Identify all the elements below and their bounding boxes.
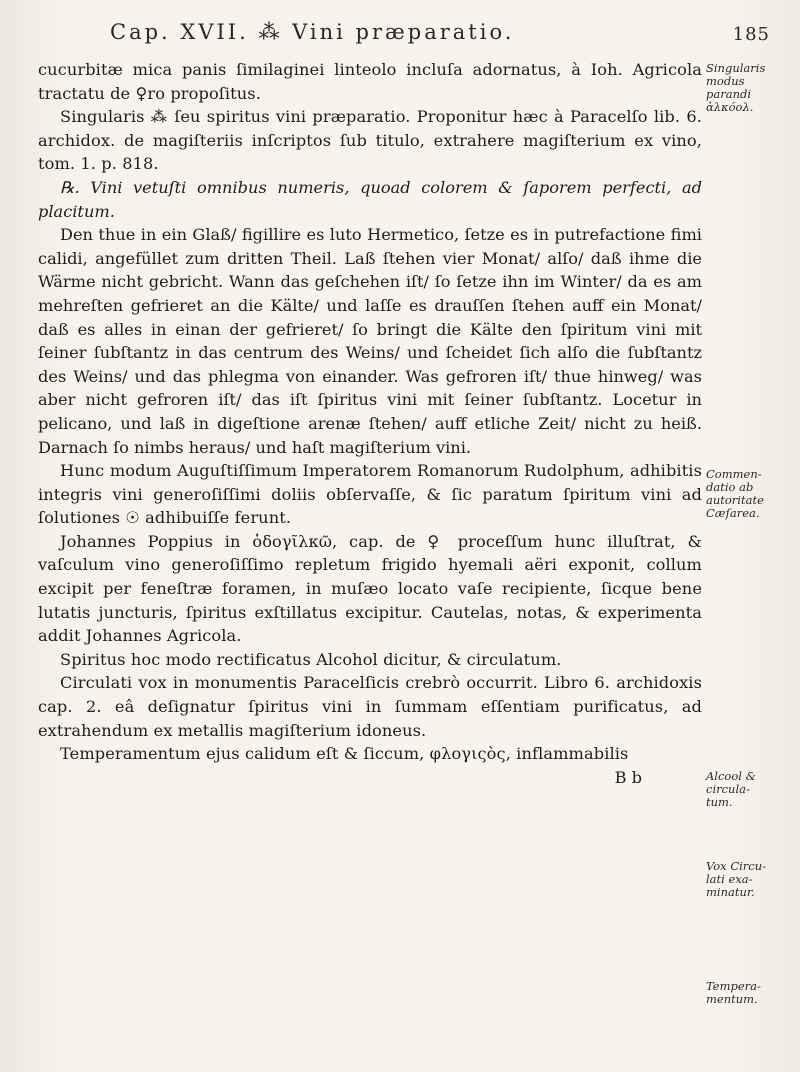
paragraph-cucurbita: cucurbitæ mica panis ſimilaginei linteolo incluſa adornatus, à Ioh. Agricola tractatu de ♀ro propoſitus.: [38, 60, 702, 103]
margin-note-alcool: [706, 770, 786, 809]
paragraph-circulati: Circulati vox in monumentis Paracelſicis crebrò occurrit. Libro 6. archidoxis cap. 2. eâ deſignatur ſpiritus vini in ſummam eſſentiam purificatus, ad extrahendum ex metallis magiſterium idoneus.: [38, 673, 702, 740]
margin-line: tum.: [706, 795, 733, 809]
running-header: [110, 20, 770, 54]
catchword: B b: [614, 767, 642, 787]
margin-line: Cæſarea.: [706, 506, 760, 520]
main-text: [38, 58, 702, 789]
paragraph-german: Den thue in ein Glaß/ figillire es luto Hermetico, ſetze es in putrefactione fimi calidi, angefüllet zum dritten Theil. Laß ſtehen vier Monat/ alſo/ daß ihme die Wärme nicht gebricht. Wann das geſchehen iſt/ ſo ſetze ihn im Winter/ da es am mehreſten gefrieret an die Kälte/ und laſſe es drauſſen ſtehen auff ein Monat/ daß es alles in einan der gefrieret/ ſo bringt die Kälte den ſpiritum vini mit ſeiner ſubſtantz in das centrum des Weins/ und ſcheidet ſich alſo die ſubſtantz des Weins/ und das phlegma von einander. Was gefroren iſt/ thue hinweg/ was aber nicht gefroren iſt/ das iſt ſpiritus vini mit ſeiner ſubſtantz. Locetur in pelicano, und laß in digeſtione arenæ ſtehen/ auff etliche Zeit/ nicht zu heiß. Darnach ſo nimbs heraus/ und haſt magiſterium vini.: [38, 225, 702, 457]
margin-line: parandi: [706, 87, 752, 101]
paragraph-alcohol: Spiritus hoc modo rectificatus Alcohol dicitur, & circulatum.: [60, 649, 562, 669]
paragraph-poppius: Johannes Poppius in ὁδογῖλκῶ, cap. de ♀ proceſſum hunc illuſtrat, & vaſculum vino generoſiſſimo repletum frigido hyemali aëri exponit, collum excipit per feneſtræ foramen, in muſæo locato vaſe recipiente, ſicque bene lutatis juncturis, ſpiritus exſtillatus excipitur. Cautelas, notas, & experimenta addit Johannes Agricola.: [38, 531, 702, 646]
margin-line: autoritate: [706, 493, 764, 507]
margin-line: Vox Circu-: [706, 859, 767, 873]
margin-line: Alcool &: [706, 769, 756, 783]
paragraph-singularis: Singularis ⁂ ſeu spiritus vini præparatio. Proponitur hæc à Paracelſo lib. 6. archidox. de magiſteriis inſcriptos ſub titulo, extrahere magiſterium ex vino, tom. 1. p. 818.: [38, 107, 702, 174]
paragraph-recipe: ℞. Vini vetuſti omnibus numeris, quoad colorem & ſaporem perfecti, ad placitum.: [38, 177, 702, 221]
margin-note-vox-circulati: [706, 860, 786, 899]
margin-line: Singularis: [706, 61, 766, 75]
margin-line: Commen-: [706, 467, 762, 481]
margin-note-commendatio: [706, 468, 786, 520]
margin-line: datio ab: [706, 480, 754, 494]
page-number: 185: [732, 24, 770, 45]
margin-note-temperamentum: [706, 980, 786, 1006]
margin-line: circula-: [706, 782, 750, 796]
margin-line: minatur.: [706, 885, 755, 899]
paragraph-temperamentum: Temperamentum ejus calidum eſt & ſiccum, φλογιςὸς, inflammabilis: [60, 744, 629, 764]
margin-line: Tempera-: [706, 979, 761, 993]
margin-line: lati exa-: [706, 872, 753, 886]
running-title: Cap. XVII. ⁂ Vini præparatio.: [110, 20, 515, 44]
margin-line: mentum.: [706, 992, 758, 1006]
margin-line: ἀλκόολ.: [706, 100, 754, 114]
margin-note-singularis: [706, 62, 786, 114]
margin-line: modus: [706, 74, 745, 88]
paragraph-rudolphus: Hunc modum Auguſtiſſimum Imperatorem Romanorum Rudolphum, adhibitis integris vini generoſiſſimi doliis obſervaſſe, & ſic paratum ſpiritum vini ad ſolutiones ☉ adhibuiſſe ferunt.: [38, 461, 702, 528]
